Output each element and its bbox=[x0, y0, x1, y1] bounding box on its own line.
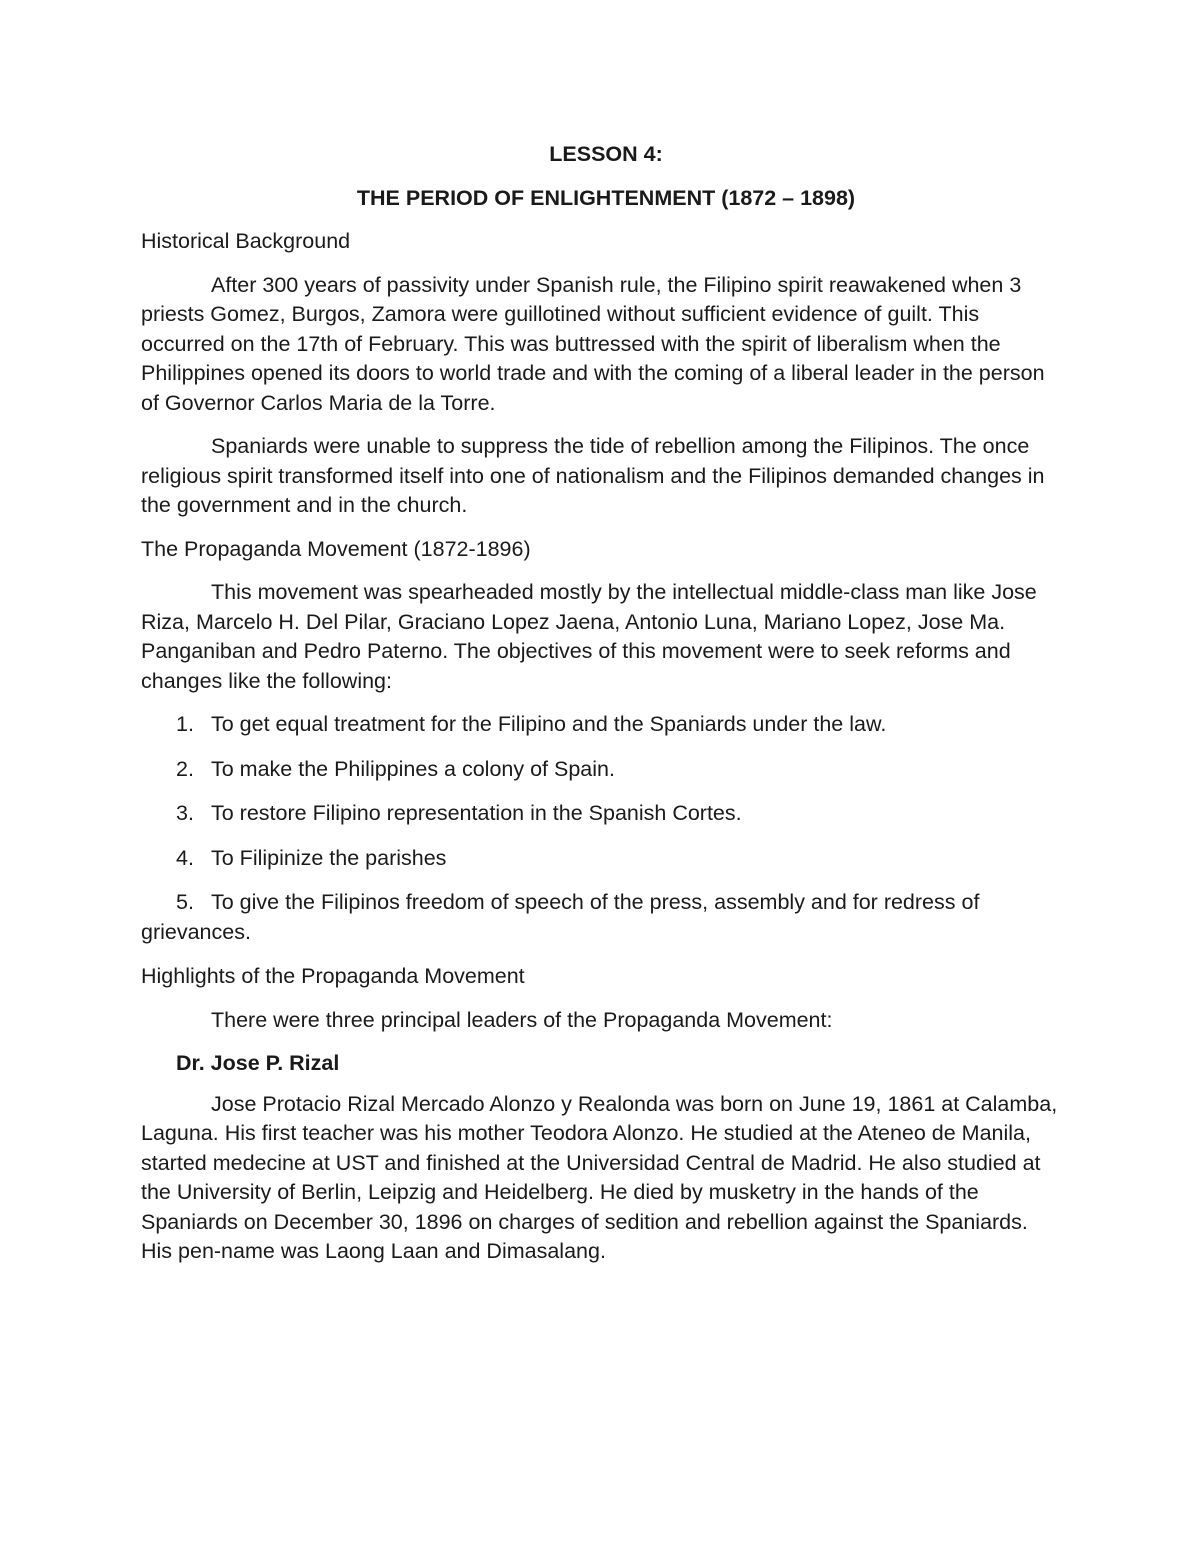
paragraph: This movement was spearheaded mostly by the intellectual middle-class man like Jose Riza, Marcelo H. Del Pilar, Graciano Lopez Jaena, Antonio Luna, Mariano Lopez, Jose Ma. Panganiban and Pedro Paterno. The objectives of this movement were to seek reforms and changes like the following: bbox=[141, 580, 1037, 693]
section-heading-highlights: Highlights of the Propaganda Movement bbox=[141, 964, 525, 988]
section-heading-historical-background: Historical Background bbox=[141, 229, 351, 253]
person-heading: Dr. Jose P. Rizal bbox=[176, 1051, 340, 1075]
objectives-list bbox=[141, 710, 1061, 947]
list-item-text: To make the Philippines a colony of Spain. bbox=[211, 756, 615, 781]
list-item-number: 2. bbox=[176, 756, 194, 781]
document-body bbox=[141, 140, 1061, 1281]
paragraph: Jose Protacio Rizal Mercado Alonzo y Realonda was born on June 19, 1861 at Calamba, Laguna. His first teacher was his mother Teodora Alonzo. He studied at the Ateneo de Manila, started medecine at UST and finished at the Universidad Central de Madrid. He also studied at the University of Berlin, Leipzig and Heidelberg. He died by musketry in the hands of the Spaniards on December 30, 1896 on charges of sedition and rebellion against the Spaniards. His pen-name was Laong Laan and Dimasalang. bbox=[141, 1091, 1058, 1263]
list-item bbox=[141, 755, 1061, 785]
lesson-number: LESSON 4: bbox=[549, 142, 663, 166]
list-item bbox=[141, 844, 1061, 874]
list-item bbox=[141, 799, 1061, 829]
list-item-number: 5. bbox=[176, 890, 194, 914]
paragraph: After 300 years of passivity under Spanish rule, the Filipino spirit reawakened when 3 priests Gomez, Burgos, Zamora were guillotined without sufficient evidence of guilt. This occurred on the 17th of February. This was buttressed with the spirit of liberalism when the Philippines opened its doors to world trade and with the coming of a liberal leader in the person of Governor Carlos Maria de la Torre. bbox=[141, 272, 1045, 415]
list-item-text: To restore Filipino representation in the Spanish Cortes. bbox=[211, 801, 742, 825]
lesson-title: THE PERIOD OF ENLIGHTENMENT (1872 – 1898) bbox=[356, 185, 856, 210]
list-item-text: To give the Filipinos freedom of speech of the press, assembly and for redress of grievances. bbox=[141, 890, 980, 944]
list-item-number: 4. bbox=[176, 845, 194, 870]
list-item-number: 1. bbox=[176, 712, 194, 736]
section-heading-propaganda-movement: The Propaganda Movement (1872-1896) bbox=[141, 536, 531, 561]
paragraph: Spaniards were unable to suppress the tide of rebellion among the Filipinos. The once religious spirit transformed itself into one of nationalism and the Filipinos demanded changes in the government and in the church. bbox=[141, 434, 1045, 517]
list-item-text: To Filipinize the parishes bbox=[211, 845, 447, 870]
paragraph: There were three principal leaders of the Propaganda Movement: bbox=[211, 1007, 833, 1032]
list-item-number: 3. bbox=[176, 801, 194, 825]
list-item bbox=[141, 888, 1061, 947]
list-item bbox=[141, 710, 1061, 740]
list-item-text: To get equal treatment for the Filipino and the Spaniards under the law. bbox=[211, 712, 887, 736]
